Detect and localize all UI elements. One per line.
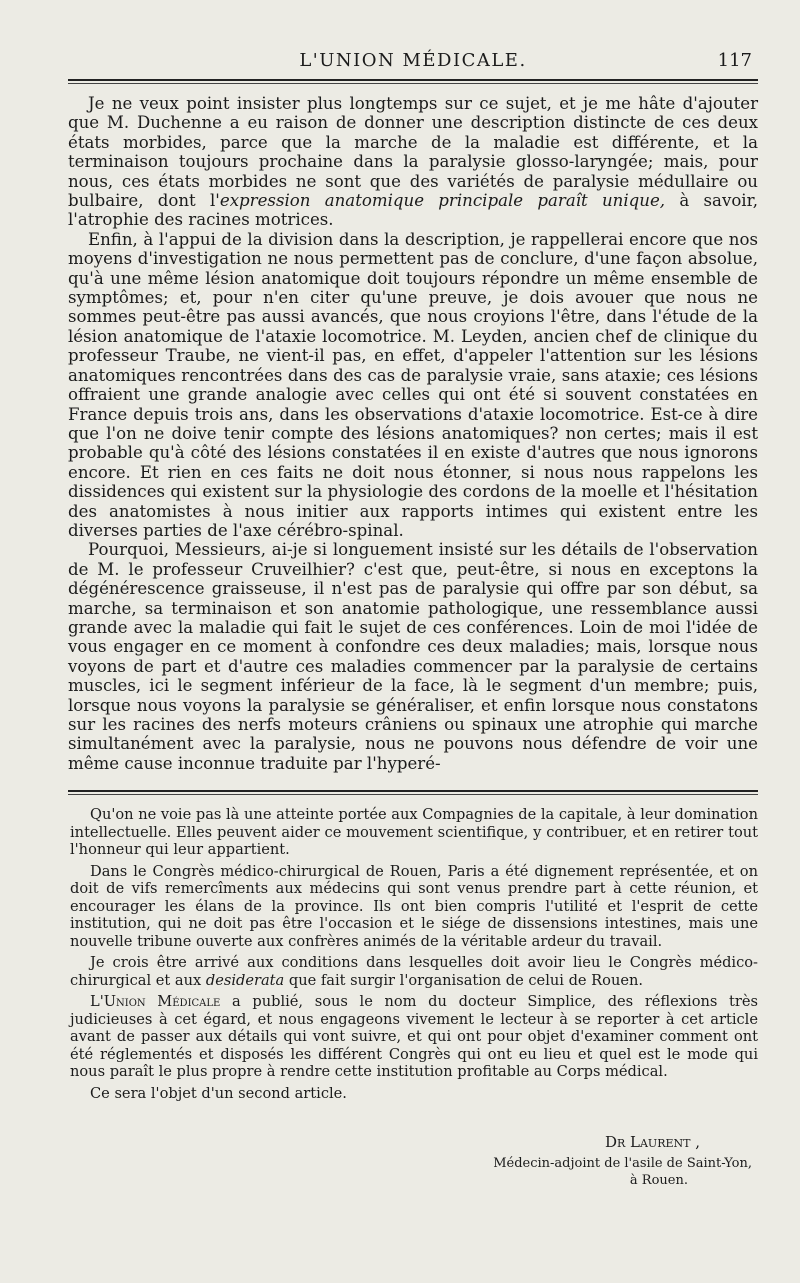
header-rule xyxy=(68,79,758,84)
paragraph: Enfin, à l'appui de la division dans la description, je rappellerai encore que nos moyens d'investigation ne nous permettent pas de conclure, d'une façon absolue, qu'à une même lésion anatomique doit toujours répondre un même ensemble de symptômes; et, pour n'en citer qu'une preuve, je dois avouer que nous ne sommes peut-être pas aussi avancés, que nous croyions l'être, dans l'étude de la lésion anatomique de l'ataxie locomotrice. M. Leyden, ancien chef de clinique du professeur Traube, ne vient-il pas, en effet, d'appeler l'attention sur les lésions anatomiques rencontrées dans des cas de paralysie vraie, sans ataxie; ces lésions offraient une grande analogie avec celles qui ont été si souvent constatées en France depuis trois ans, dans les observations d'ataxie locomotrice. Est-ce à dire que l'on ne doive tenir compte des lésions anatomiques? non certes; mais il est probable qu'à côté des lésions constatées il en existe d'autres que nous ignorons encore. Et rien en ces faits ne doit nous étonner, si nous nous rappelons les dissidences qui existent sur la physiologie des cordons de la moelle et l'hésitation des anatomistes à nous initier aux rapports intimes qui existent entre les diverses parties de l'axe cérébro-spinal. xyxy=(68,229,758,540)
paragraph: Dans le Congrès médico-chirurgical de Rouen, Paris a été dignement représentée, et on doit de vifs remercîments aux médecins qui sont venus prendre part à cette réunion, et encourager les élans de la province. Ils ont bien compris l'utilité et l'esprit de cette institution, qui ne doit pas être l'occasion et le siége de dissensions intestines, mais une nouvelle tribune ouverte aux confrères animés de la véritable ardeur du travail. xyxy=(70,862,758,950)
author-place: à Rouen. xyxy=(629,1173,688,1188)
paragraph: Qu'on ne voie pas là une atteinte portée aux Compagnies de la capitale, à leur domination intellectuelle. Elles peuvent aider ce mouvement scientifique, y contribuer, et en retirer tout l'honneur qui leur appartient. xyxy=(70,806,758,858)
page-number: 117 xyxy=(717,50,752,71)
paragraph: L'Union Médicale a publié, sous le nom du docteur Simplice, des réflexions très judicieuses à cet égard, et nous engageons vivement le lecteur à se reporter à cet article avant de passer aux détails qui vont suivre, et qui ont pour objet d'examiner comment ont été réglementés et disposés les différent Congrès qui ont eu lieu et quel est le mode qui nous paraît le plus propre à rendre cette institution profitable au Corps médical. xyxy=(70,993,758,1080)
main-text xyxy=(68,94,758,773)
author-name: Dr Laurent , xyxy=(604,1133,700,1151)
paragraph: Ce sera l'objet d'un second article. xyxy=(90,1084,347,1102)
running-title: L'UNION MÉDICALE. xyxy=(299,50,527,71)
author-title: Médecin-adjoint de l'asile de Saint-Yon, xyxy=(493,1156,752,1171)
signature-block xyxy=(493,1133,752,1189)
page-header xyxy=(68,42,758,82)
paragraph: Pourquoi, Messieurs, ai-je si longuement insisté sur les détails de l'observation de M. le professeur Cruveilhier? c'est que, peut-être, si nous en exceptons la dégénérescence graisseuse, il n'est pas de paralysie qui offre par son début, sa marche, sa terminaison et son anatomie pathologique, une ressemblance aussi grande avec la maladie qui fait le sujet de ces conférences. Loin de moi l'idée de vous engager en ce moment à confondre ces deux maladies; mais, lorsque nous voyons de part et d'autre ces maladies commencer par la paralysie de certains muscles, ici le segment inférieur de la face, là le segment d'un membre; puis, lorsque nous voyons la paralysie se généraliser, et enfin lorsque nous constatons sur les racines des nerfs moteurs crâniens ou spinaux une atrophie qui marche simultanément avec la paralysie, nous ne pouvons nous défendre de voir une même cause inconnue traduite par l'hyperé- xyxy=(68,540,758,773)
paragraph: Je crois être arrivé aux conditions dans lesquelles doit avoir lieu le Congrès médico-chirurgical et aux desiderata que fait surgir l'organisation de celui de Rouen. xyxy=(70,954,758,989)
section-rule xyxy=(68,790,758,795)
feuilleton-text xyxy=(70,806,758,1106)
paragraph: Je ne veux point insister plus longtemps sur ce sujet, et je me hâte d'ajouter que M. Duchenne a eu raison de donner une description distincte de ces deux états morbides, parce que la marche de la maladie est différente, et la terminaison toujours prochaine dans la paralysie glosso-laryngée; mais, pour nous, ces états morbides ne sont que des variétés de paralysie médullaire ou bulbaire, dont l'expression anatomique principale paraît unique, à savoir, l'atrophie des racines motrices. xyxy=(68,94,758,230)
